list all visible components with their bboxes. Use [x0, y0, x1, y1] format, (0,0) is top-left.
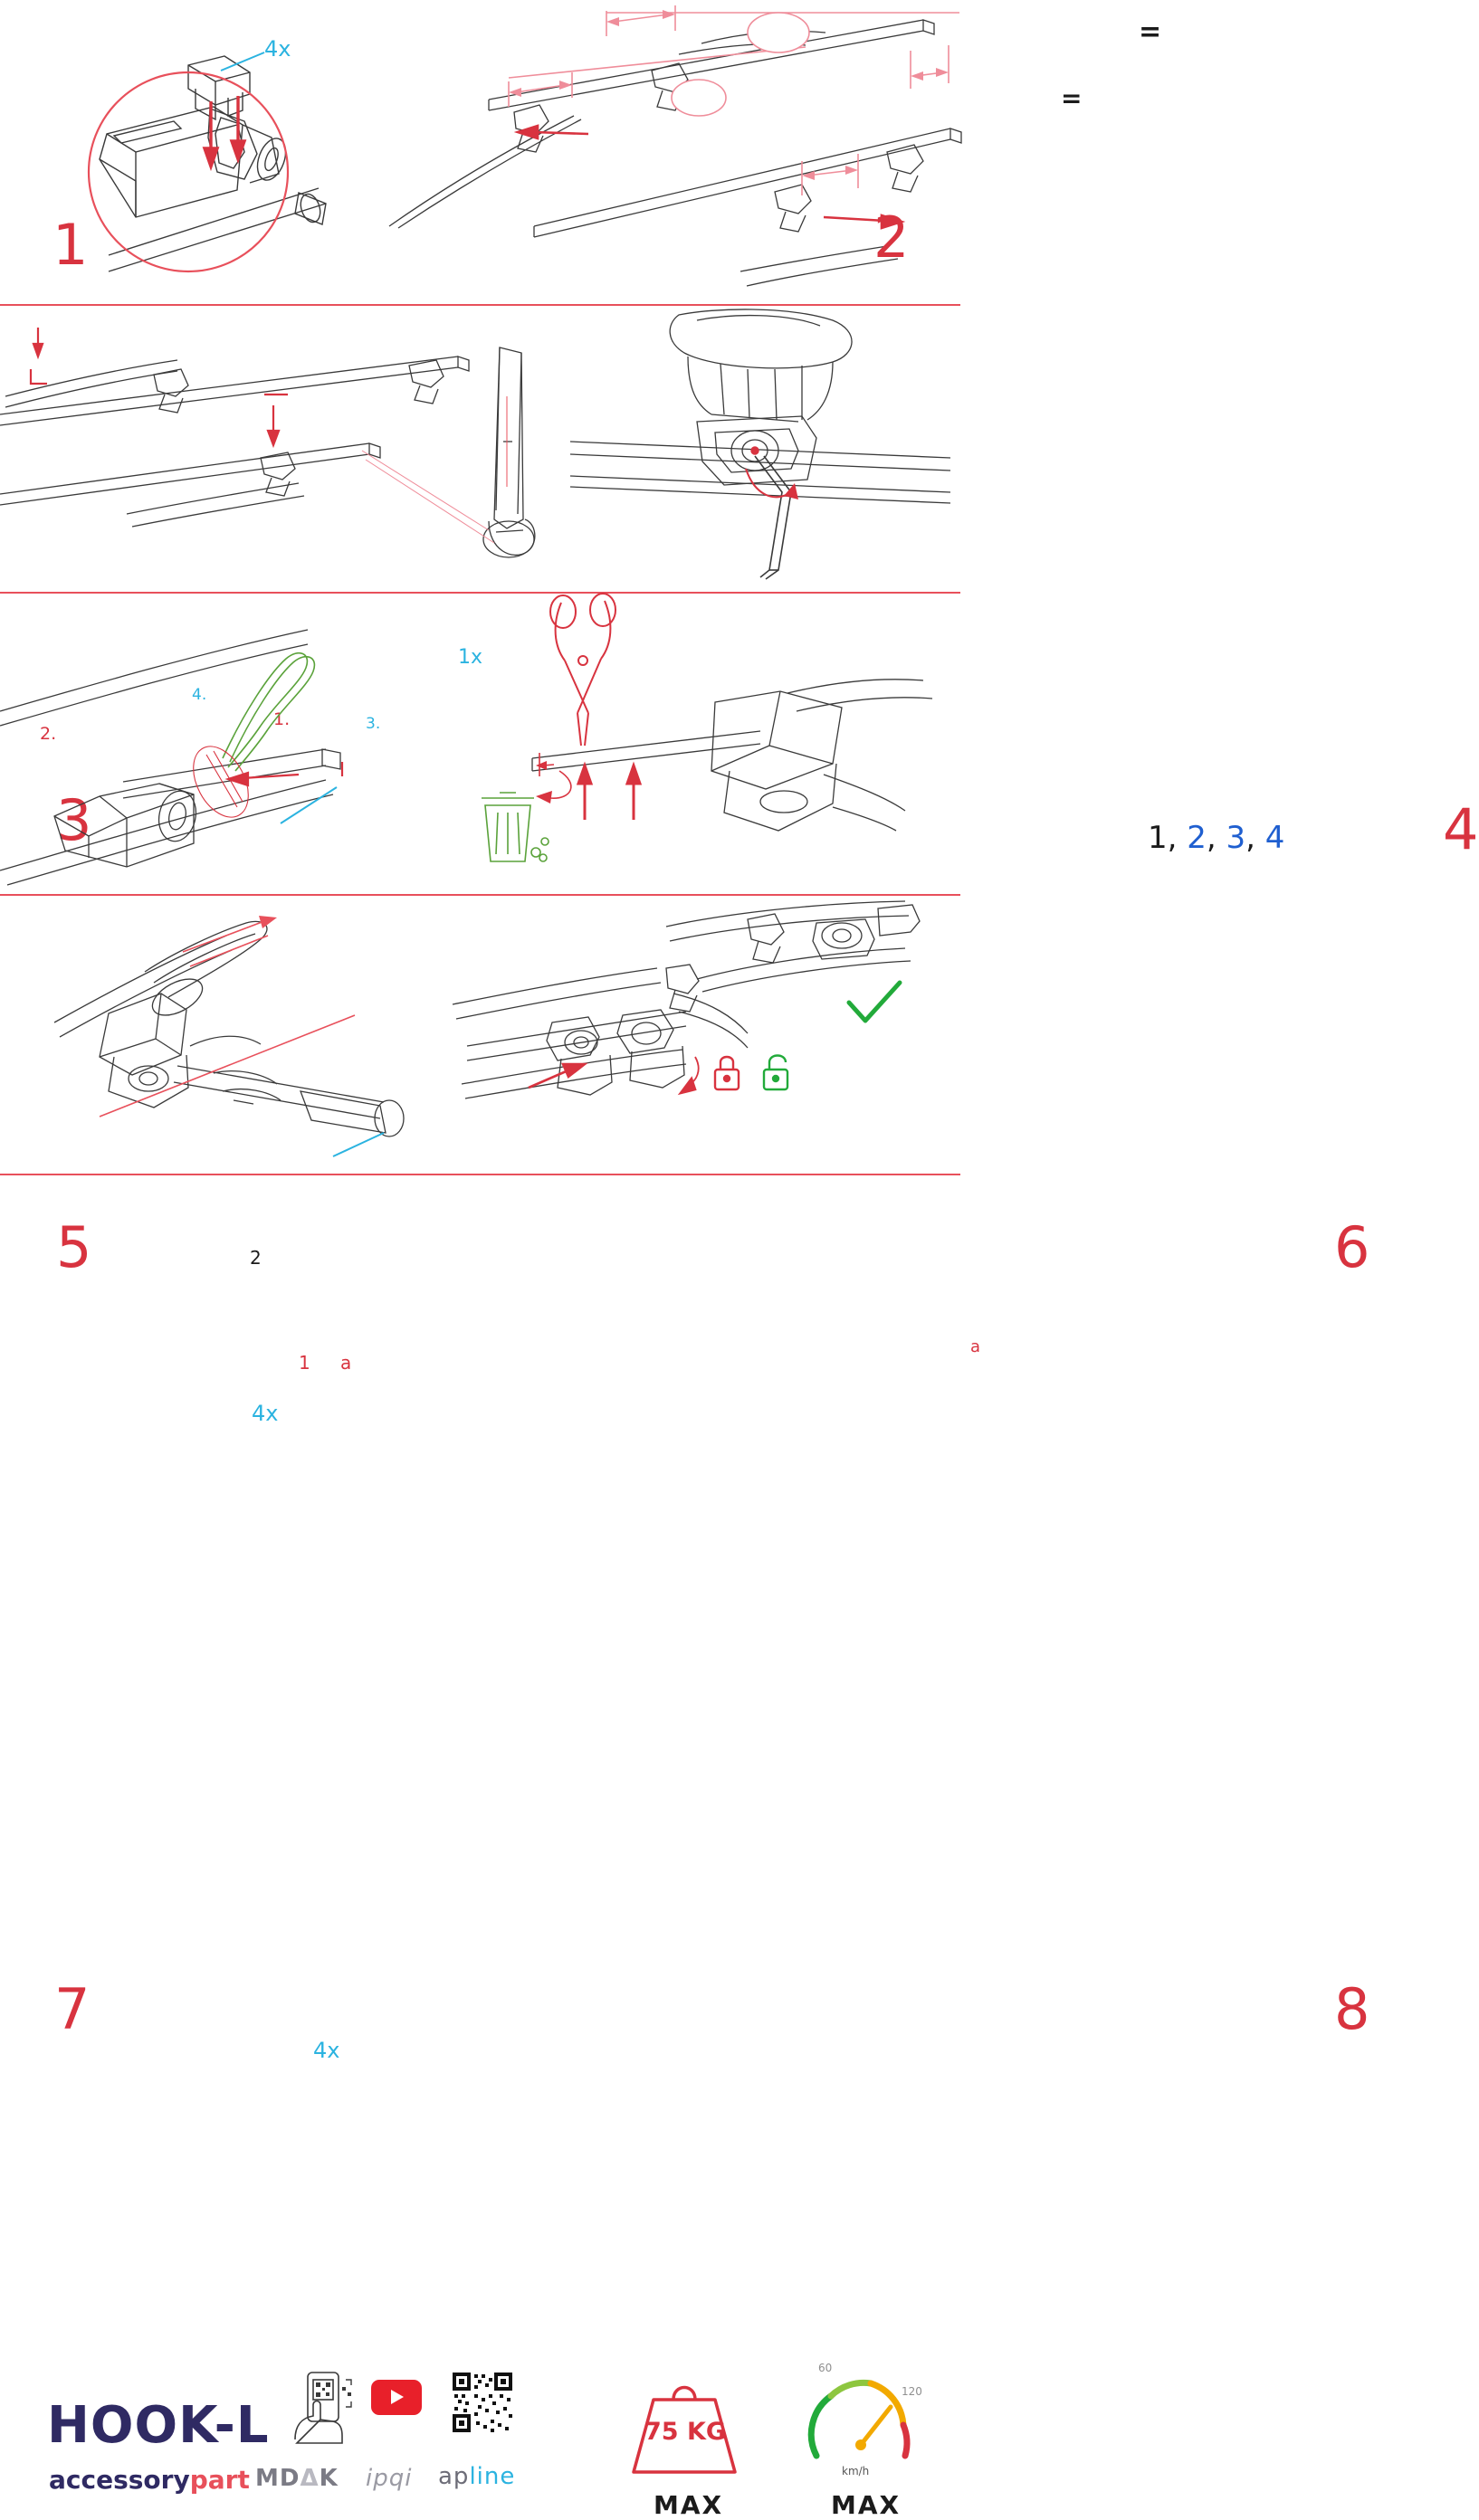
step-4-sequence-label: 1, 2, 3, 4: [1148, 820, 1285, 856]
product-name: HOOK-L: [47, 2396, 270, 2455]
max-load-value: 75 KG: [644, 2418, 727, 2446]
step-3-order-1: 1.: [273, 709, 291, 729]
step-4-panel: [561, 306, 1479, 862]
step-3-number: 3: [56, 787, 93, 853]
step-4-illustration: [561, 306, 960, 592]
qr-scan-hand-icon: [290, 2371, 355, 2445]
step-6-number: 6: [1334, 1214, 1371, 1280]
step-1-panel: [0, 0, 380, 304]
step-8-illustration: [453, 896, 960, 1174]
step-6-illustration: [453, 594, 960, 894]
youtube-icon[interactable]: [371, 2380, 422, 2415]
step-8-number: 8: [1334, 1976, 1371, 2042]
step-7-illustration: [0, 896, 453, 1174]
step-5-panel: [0, 594, 453, 1426]
step-5-label-1: 1: [299, 1352, 310, 1374]
step-7-panel: [0, 896, 453, 2063]
step-1-number: 1: [52, 212, 90, 278]
speed-tick-60: 60: [818, 2362, 833, 2374]
step-5-label-a: a: [340, 1352, 352, 1374]
step-3-panel: [0, 306, 561, 853]
step-5-label-2: 2: [250, 1247, 262, 1269]
step-2-number: 2: [873, 204, 911, 271]
speed-tick-120: 120: [902, 2385, 922, 2398]
step-5-number: 5: [56, 1214, 93, 1280]
qr-code-icon: [451, 2371, 514, 2434]
speed-unit: km/h: [842, 2465, 870, 2477]
step-6-label-a: a: [970, 1337, 981, 1356]
step-4-number: 4: [1443, 796, 1479, 862]
step-3-quantity-label: 1x: [458, 646, 483, 669]
step-3-order-3: 3.: [366, 715, 381, 733]
step-3-order-4: 4.: [192, 686, 207, 704]
brand-name: accessorypart: [49, 2465, 250, 2495]
step-5-quantity-label: 4x: [252, 1401, 279, 1426]
divider-4: [0, 1174, 960, 1175]
partner-mdak: MDΔK: [255, 2465, 339, 2492]
partner-ipqi: ipqi: [366, 2465, 413, 2492]
max-load-caption: MAX: [654, 2490, 724, 2520]
step-3-illustration: [0, 306, 561, 592]
step-7-quantity-label: 4x: [313, 2038, 340, 2063]
step-2-equal-label-b: =: [1061, 83, 1083, 113]
step-3-order-2: 2.: [40, 724, 57, 744]
step-7-number: 7: [54, 1976, 91, 2042]
step-2-equal-label-a: =: [1139, 16, 1162, 48]
max-speed-caption: MAX: [831, 2490, 902, 2520]
step-2-panel: [380, 0, 1162, 304]
step-1-quantity-label: 4x: [264, 36, 291, 62]
partner-apline: apline: [438, 2463, 516, 2490]
step-8-panel: [453, 896, 1371, 2042]
step-5-illustration: [0, 594, 453, 894]
